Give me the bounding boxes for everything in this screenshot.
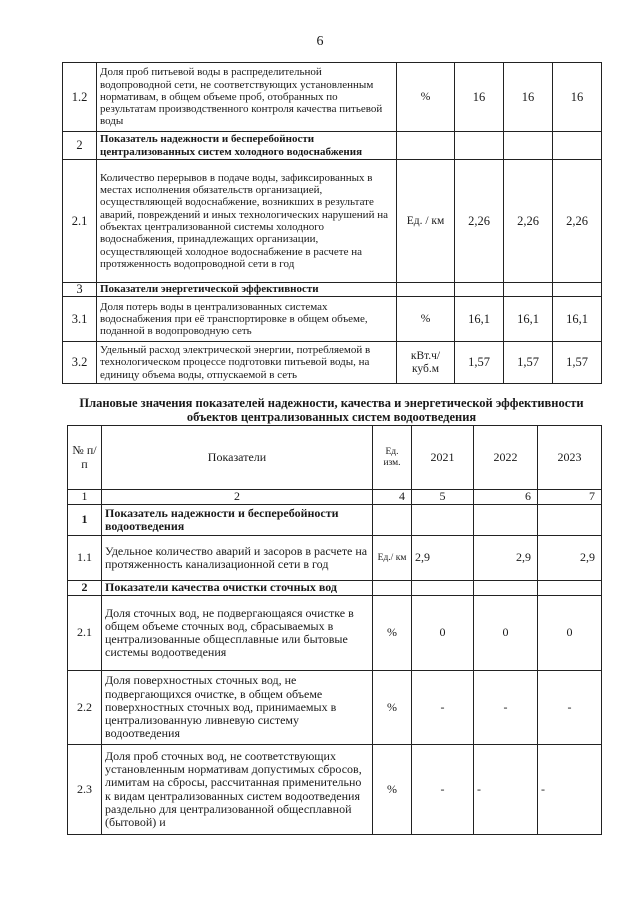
value-2022: 16,1 xyxy=(504,297,553,342)
table-row xyxy=(63,342,602,384)
value-2021: - xyxy=(412,745,474,835)
row-number: 3.2 xyxy=(63,342,97,384)
value-2022: - xyxy=(474,671,538,745)
column-index: 2 xyxy=(102,490,373,505)
value-2023: 2,26 xyxy=(553,160,602,283)
value-2021: - xyxy=(412,671,474,745)
row-number: 1 xyxy=(68,505,102,536)
column-index: 5 xyxy=(412,490,474,505)
table-row xyxy=(63,160,602,283)
header-year-2023: 2023 xyxy=(538,426,602,490)
row-number: 2 xyxy=(63,132,97,160)
section-title: Плановые значения показателей надежности, качества и энергетической эффективности объектов централизованных систем водоотведения xyxy=(79,396,584,424)
empty-cell xyxy=(412,505,474,536)
value-2022: 2,9 xyxy=(474,536,538,581)
value-2023: 16 xyxy=(553,63,602,132)
unit-cell: % xyxy=(373,671,412,745)
value-2023: 2,9 xyxy=(538,536,602,581)
row-number: 2 xyxy=(68,581,102,596)
value-2022: - xyxy=(474,745,538,835)
page-number: 6 xyxy=(316,34,324,49)
empty-cell xyxy=(553,132,602,160)
empty-cell xyxy=(397,132,455,160)
row-number: 1.2 xyxy=(63,63,97,132)
value-2021: 2,9 xyxy=(412,536,474,581)
row-number: 2.3 xyxy=(68,745,102,835)
value-2022: 1,57 xyxy=(504,342,553,384)
value-2022: 2,26 xyxy=(504,160,553,283)
row-number: 2.1 xyxy=(68,596,102,671)
header-year-2021: 2021 xyxy=(412,426,474,490)
value-2021: 16,1 xyxy=(455,297,504,342)
table-row xyxy=(68,671,602,745)
section-row xyxy=(68,581,602,596)
row-number: 2.1 xyxy=(63,160,97,283)
table-row xyxy=(63,63,602,132)
header-number: № п/п xyxy=(68,426,102,490)
section-row xyxy=(63,283,602,297)
indicator-label: Доля проб сточных вод, не соответствующих установленным нормативам допустимых сбросов, лимитам на сбросы, рассчитанная применительно к видам централизованных систем водоотведения раздельно для централизованной общесплавной (бытовой) и xyxy=(102,745,373,835)
empty-cell xyxy=(373,581,412,596)
column-index: 7 xyxy=(538,490,602,505)
indicator-label: Количество перерывов в подаче воды, зафиксированных в местах исполнения обязательств организацией, осуществляющей водоснабжение, возникших в результате аварий, повреждений и иных технологических нарушений на объектах централизованной системы холодного водоснабжения, принадлежащих организации, осуществляющей холодное водоснабжение в расчете на протяженность водопроводной сети в год xyxy=(97,160,397,283)
empty-cell xyxy=(474,505,538,536)
empty-cell xyxy=(504,283,553,297)
unit-cell: кВт.ч/ куб.м xyxy=(397,342,455,384)
column-index: 1 xyxy=(68,490,102,505)
value-2023: 0 xyxy=(538,596,602,671)
empty-cell xyxy=(553,283,602,297)
value-2022: 16 xyxy=(504,63,553,132)
value-2023: - xyxy=(538,671,602,745)
header-row xyxy=(68,426,602,490)
empty-cell xyxy=(397,283,455,297)
empty-cell xyxy=(504,132,553,160)
row-number: 3.1 xyxy=(63,297,97,342)
row-number: 1.1 xyxy=(68,536,102,581)
value-2021: 2,26 xyxy=(455,160,504,283)
header-unit: Ед. изм. xyxy=(373,426,412,490)
indicator-label: Доля сточных вод, не подвергающаяся очистке в общем объеме сточных вод, сбрасываемых в централизованные общесплавные или бытовые системы водоотведения xyxy=(102,596,373,671)
row-number: 3 xyxy=(63,283,97,297)
section-row xyxy=(63,132,602,160)
table-row xyxy=(68,745,602,835)
section-label: Показатели качества очистки сточных вод xyxy=(102,581,373,596)
value-2021: 0 xyxy=(412,596,474,671)
indicator-label: Доля потерь воды в централизованных системах водоснабжения при её транспортировке в общем объеме, поданной в водопроводную сеть xyxy=(97,297,397,342)
empty-cell xyxy=(538,581,602,596)
empty-cell xyxy=(474,581,538,596)
section-label: Показатель надежности и бесперебойности водоотведения xyxy=(102,505,373,536)
section-row xyxy=(68,505,602,536)
empty-cell xyxy=(412,581,474,596)
value-2022: 0 xyxy=(474,596,538,671)
wastewater-indicators-table xyxy=(67,425,602,835)
empty-cell xyxy=(455,132,504,160)
header-year-2022: 2022 xyxy=(474,426,538,490)
value-2023: 1,57 xyxy=(553,342,602,384)
value-2023: 16,1 xyxy=(553,297,602,342)
value-2021: 16 xyxy=(455,63,504,132)
unit-cell: % xyxy=(373,596,412,671)
column-index-row xyxy=(68,490,602,505)
empty-cell xyxy=(455,283,504,297)
empty-cell xyxy=(373,505,412,536)
indicator-label: Удельное количество аварий и засоров в расчете на протяженность канализационной сети в год xyxy=(102,536,373,581)
unit-cell: Ед./ км xyxy=(373,536,412,581)
value-2023: - xyxy=(538,745,602,835)
unit-cell: % xyxy=(397,63,455,132)
value-2021: 1,57 xyxy=(455,342,504,384)
indicator-label: Доля проб питьевой воды в распределительной водопроводной сети, не соответствующих установленным нормативам, в общем объеме проб, отобранных по результатам производственного контроля качества питьевой воды xyxy=(97,63,397,132)
column-index: 6 xyxy=(474,490,538,505)
unit-cell: Ед. / км xyxy=(397,160,455,283)
section-label: Показатели энергетической эффективности xyxy=(97,283,397,297)
section-label: Показатель надежности и бесперебойности централизованных систем холодного водоснабжения xyxy=(97,132,397,160)
unit-cell: % xyxy=(397,297,455,342)
indicator-label: Доля поверхностных сточных вод, не подвергающихся очистке, в общем объеме поверхностных сточных вод, принимаемых в централизованную ливневую систему водоотведения xyxy=(102,671,373,745)
header-indicators: Показатели xyxy=(102,426,373,490)
column-index: 4 xyxy=(373,490,412,505)
indicator-label: Удельный расход электрической энергии, потребляемой в технологическом процессе подготовки питьевой воды, на единицу объема воды, отпускаемой в сеть xyxy=(97,342,397,384)
empty-cell xyxy=(538,505,602,536)
table-row xyxy=(68,536,602,581)
table-row xyxy=(63,297,602,342)
table-row xyxy=(68,596,602,671)
water-supply-indicators-table xyxy=(62,62,602,384)
unit-cell: % xyxy=(373,745,412,835)
row-number: 2.2 xyxy=(68,671,102,745)
